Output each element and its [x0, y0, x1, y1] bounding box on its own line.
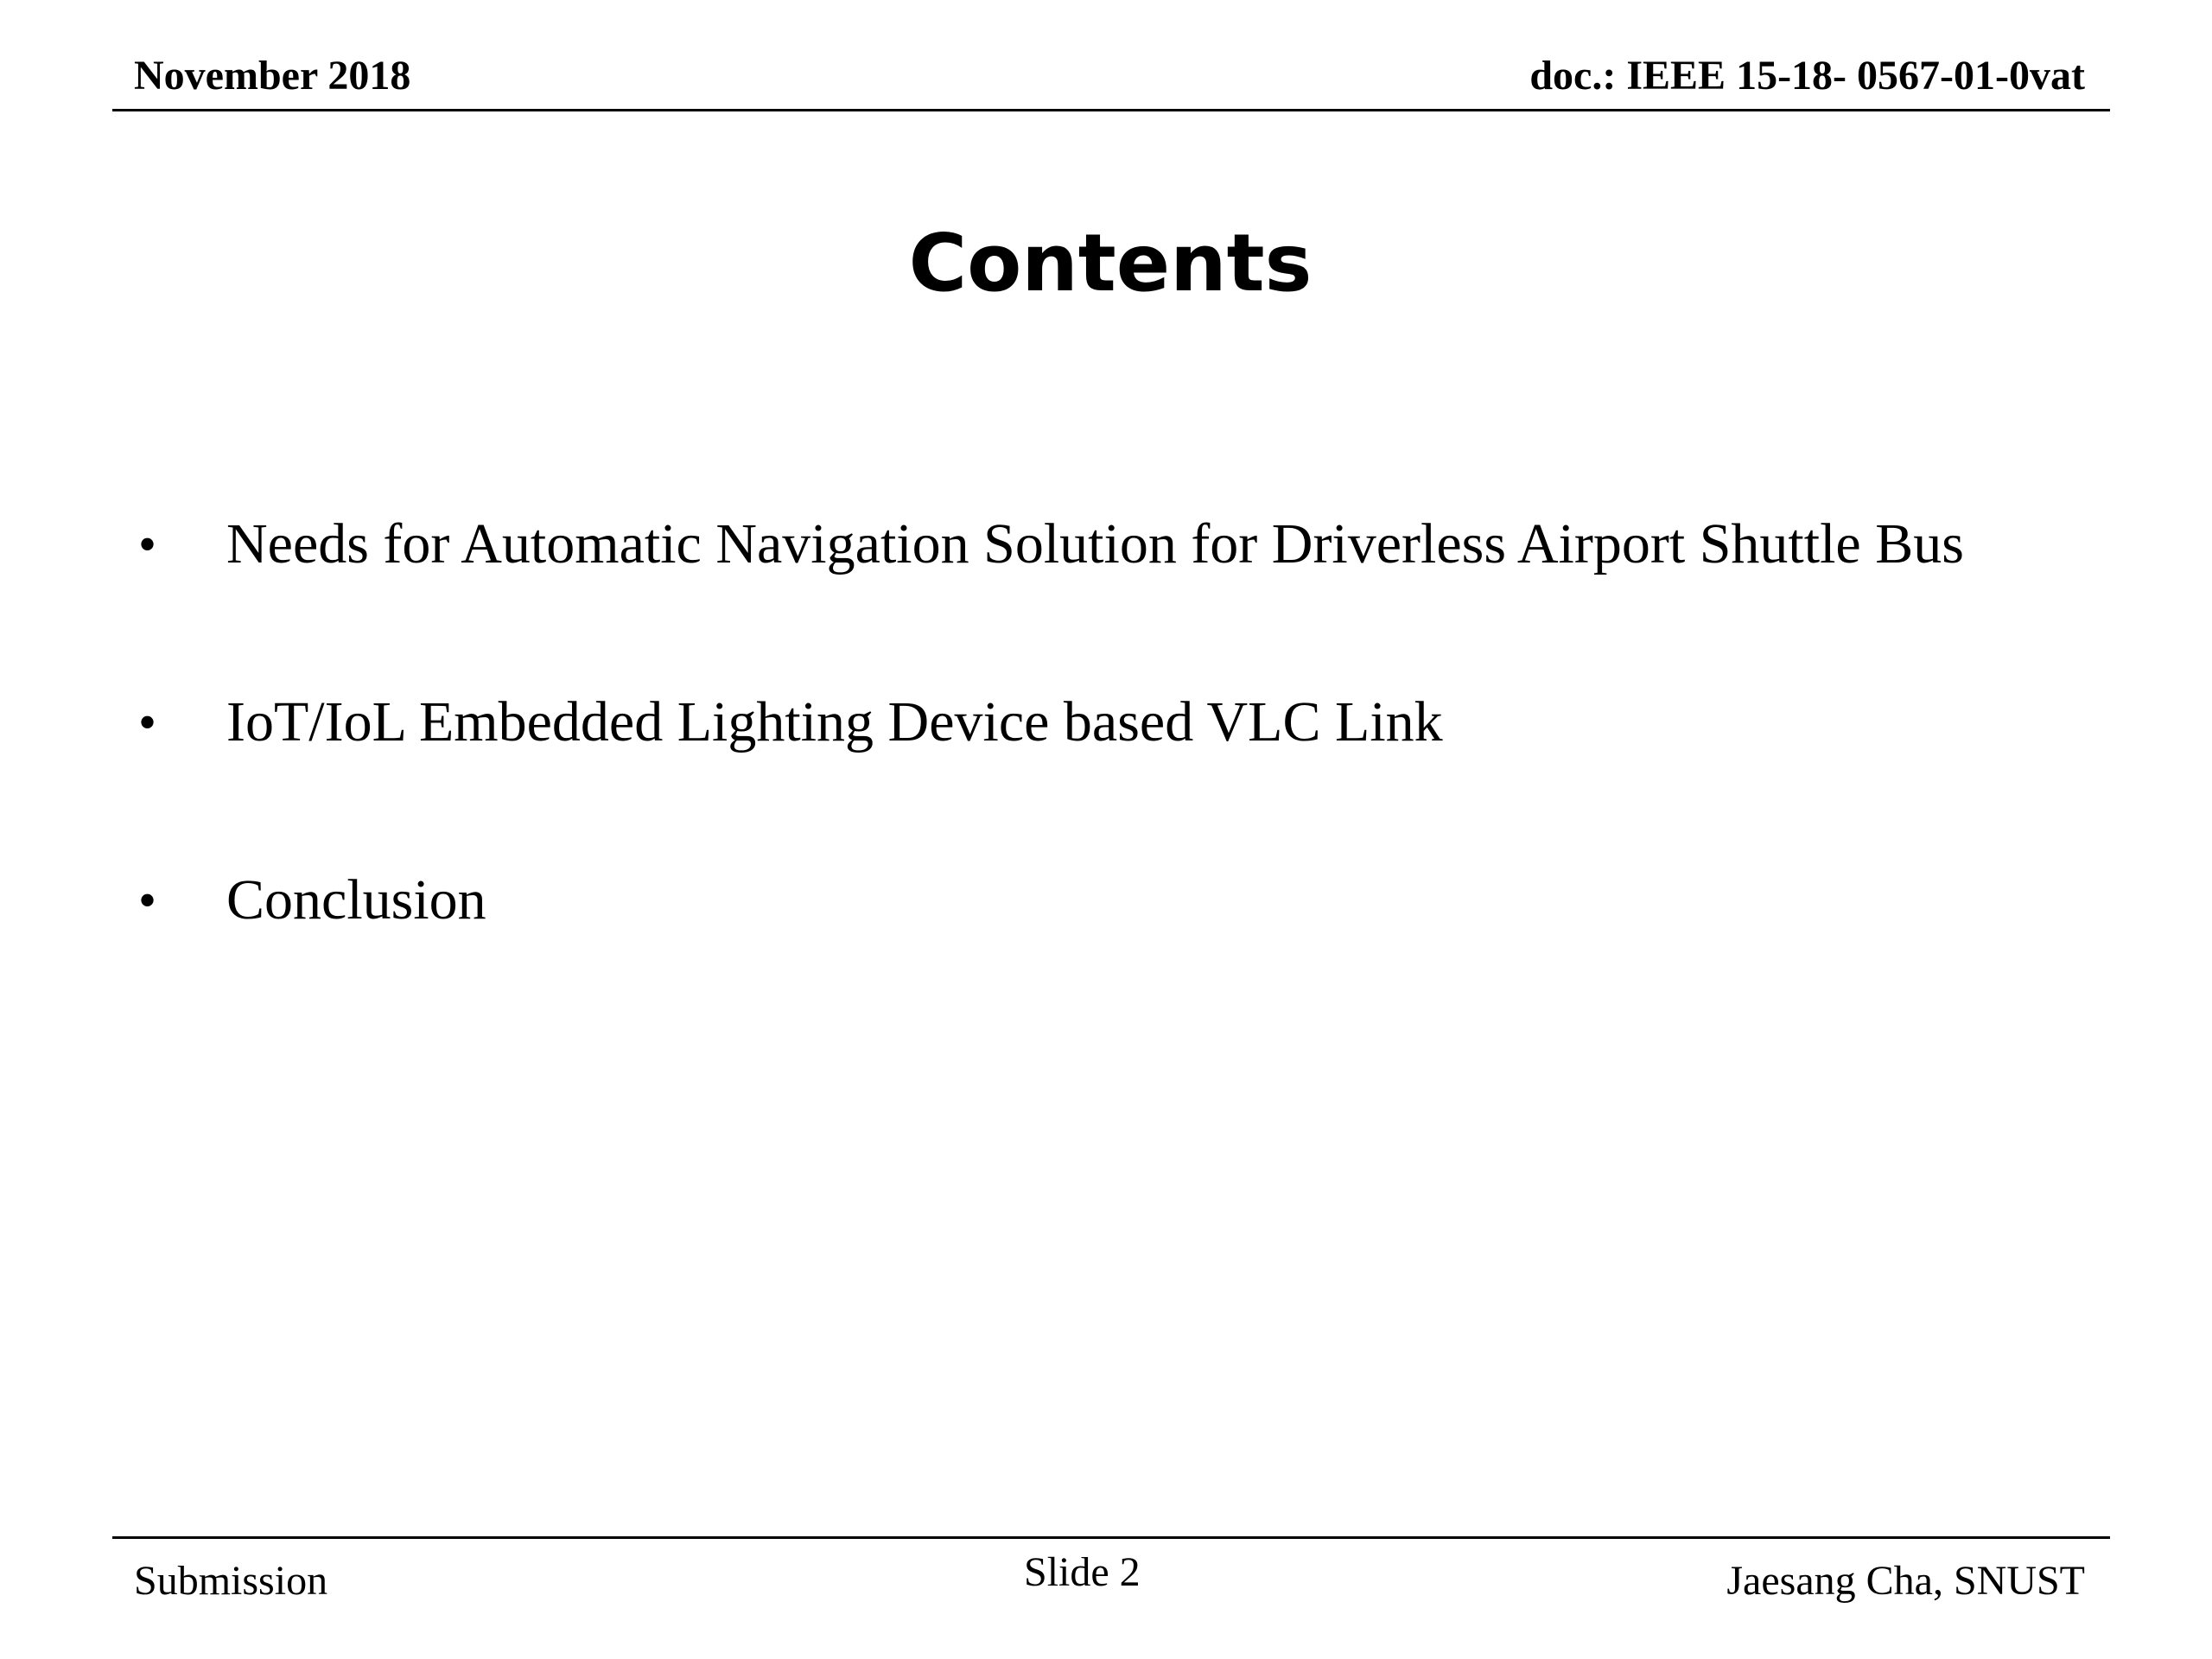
header-divider	[112, 109, 2110, 111]
footer-slide-number: Slide 2	[1024, 1549, 1141, 1595]
footer-submission: Submission	[134, 1558, 328, 1604]
footer-author: Jaesang Cha, SNUST	[1726, 1558, 2085, 1604]
header-doc-id: doc.: IEEE 15-18- 0567-01-0vat	[1529, 53, 2085, 99]
slide-title: Contents	[908, 217, 1313, 309]
bullet-marker: •	[138, 516, 157, 573]
bullet-text: Needs for Automatic Navigation Solution for Driverless Airport Shuttle Bus	[226, 512, 1964, 575]
header-date: November 2018	[134, 53, 411, 99]
bullet-text: IoT/IoL Embedded Lighting Device based VLC Link	[226, 690, 1443, 753]
footer-divider	[112, 1536, 2110, 1539]
bullet-marker: •	[138, 872, 157, 929]
bullet-text: Conclusion	[226, 868, 486, 931]
bullet-marker: •	[138, 694, 157, 751]
